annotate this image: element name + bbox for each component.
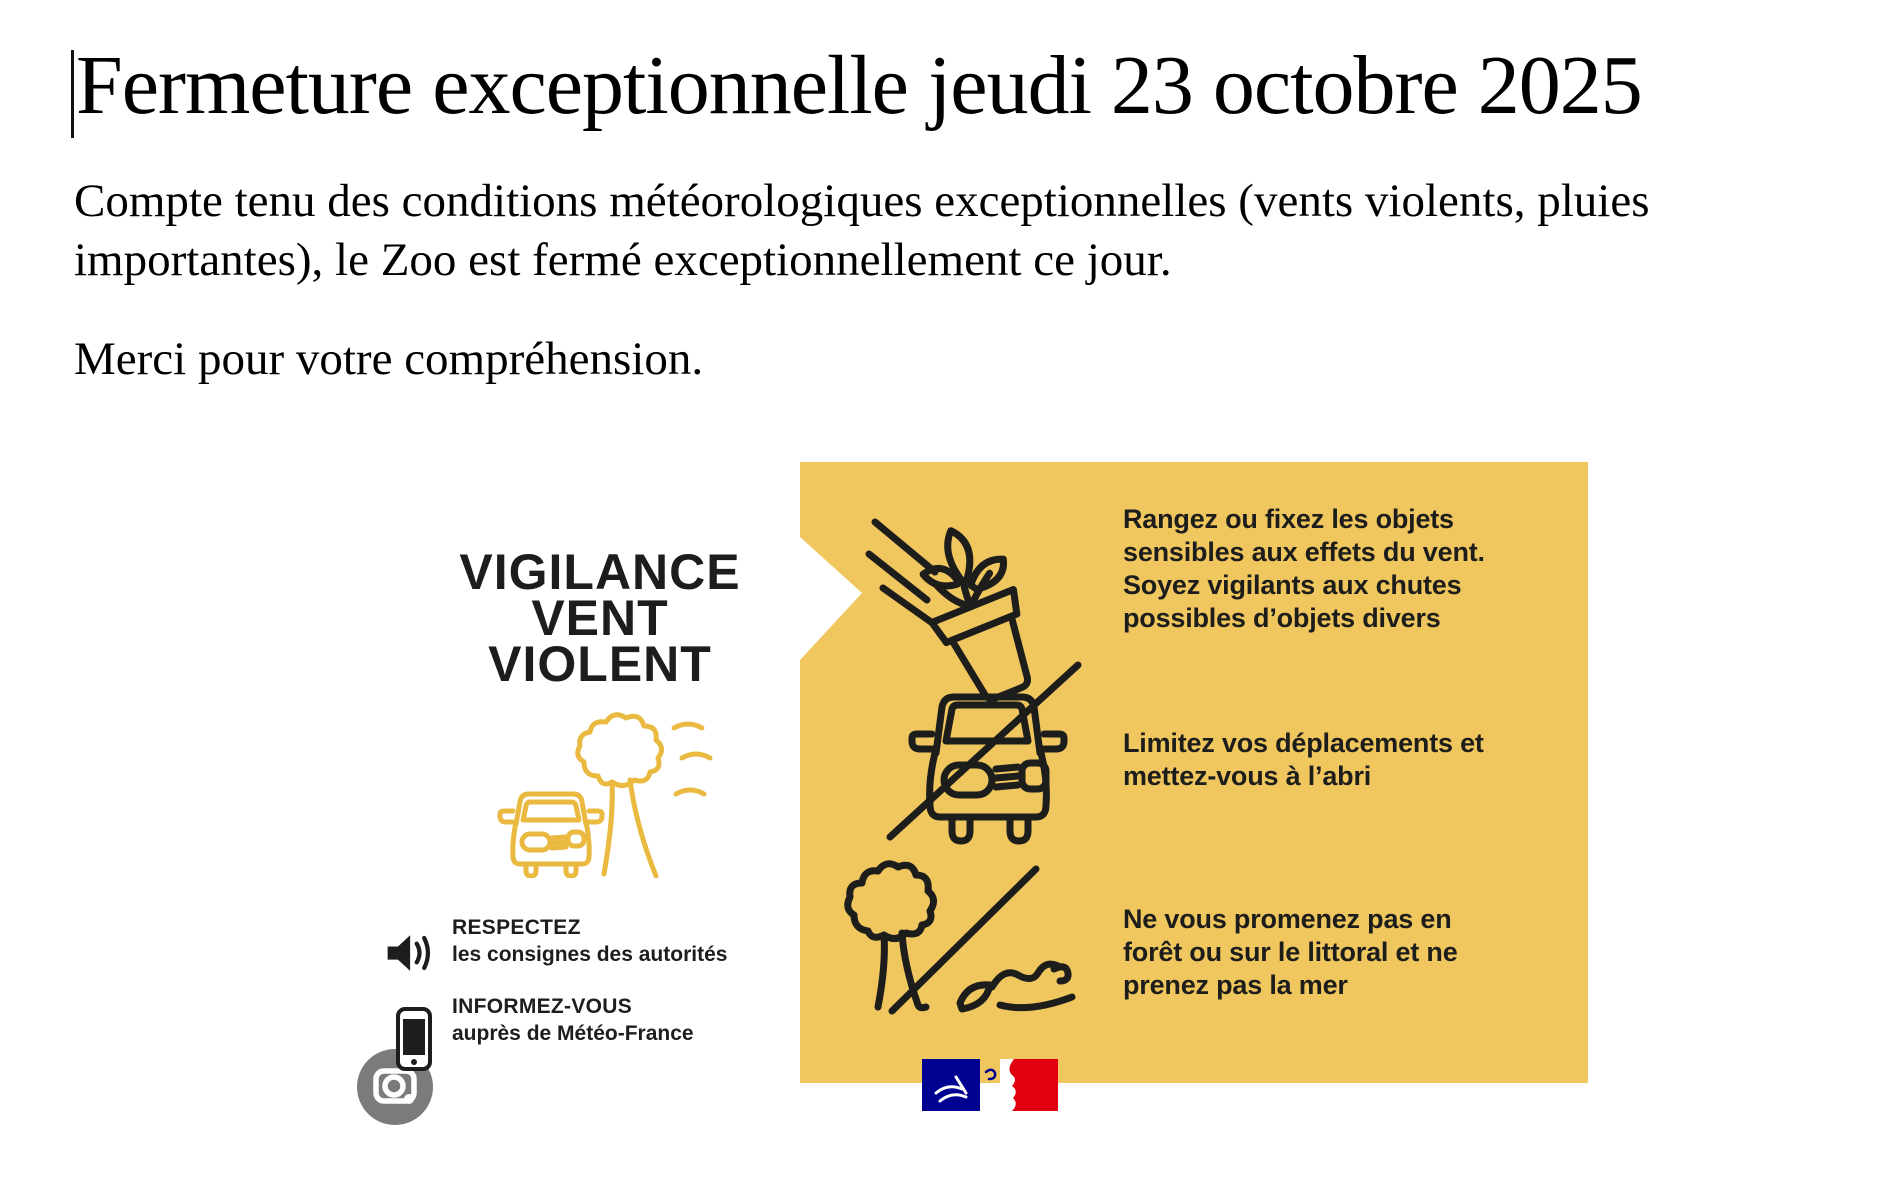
respectez-subtitle: les consignes des autorités bbox=[452, 943, 728, 966]
vigilance-heading-line-1: VIGILANCE bbox=[459, 544, 741, 600]
thanks-paragraph[interactable]: Merci pour votre compréhension. bbox=[74, 333, 704, 385]
informez-subtitle: auprès de Météo-France bbox=[452, 1022, 694, 1045]
tree-and-wave-icon bbox=[840, 855, 1080, 1015]
respectez-label bbox=[452, 914, 727, 968]
advice-3-text bbox=[1123, 903, 1458, 1002]
vigilance-heading bbox=[400, 544, 800, 692]
advice-3-line-3: prenez pas la mer bbox=[1123, 970, 1348, 1000]
advice-2-text bbox=[1123, 727, 1484, 793]
advice-1-line-1: Rangez ou fixez les objets bbox=[1123, 504, 1454, 534]
no-car-icon bbox=[870, 655, 1090, 847]
advice-3-line-2: forêt ou sur le littoral et ne bbox=[1123, 937, 1458, 967]
respectez-title: RESPECTEZ bbox=[452, 916, 581, 939]
advice-1-line-2: sensibles aux effets du vent. bbox=[1123, 537, 1485, 567]
body-line-2: importantes), le Zoo est fermé exceptionnellement ce jour. bbox=[74, 234, 1172, 286]
informez-label bbox=[452, 993, 694, 1047]
advice-2-line-2: mettez-vous à l’abri bbox=[1123, 761, 1372, 791]
smartphone-icon bbox=[395, 1006, 433, 1072]
vigilance-heading-line-3: VIOLENT bbox=[488, 636, 712, 692]
informez-title: INFORMEZ-VOUS bbox=[452, 995, 633, 1018]
french-government-marianne-logo bbox=[922, 1059, 1058, 1116]
advice-1-line-3: Soyez vigilants aux chutes bbox=[1123, 570, 1462, 600]
advice-1-line-4: possibles d’objets divers bbox=[1123, 603, 1441, 633]
vigilance-heading-line-2: VENT bbox=[531, 590, 669, 646]
speaker-icon bbox=[382, 928, 442, 978]
advice-3-line-1: Ne vous promenez pas en bbox=[1123, 904, 1452, 934]
advice-1-text bbox=[1123, 503, 1485, 635]
advice-2-line-1: Limitez vos déplacements et bbox=[1123, 728, 1484, 758]
body-line-1: Compte tenu des conditions météorologiques exceptionnelles (vents violents, pluies bbox=[74, 175, 1650, 227]
wind-tree-car-illustration bbox=[478, 706, 714, 878]
page-title[interactable]: Fermeture exceptionnelle jeudi 23 octobre 2025 bbox=[76, 39, 1642, 132]
